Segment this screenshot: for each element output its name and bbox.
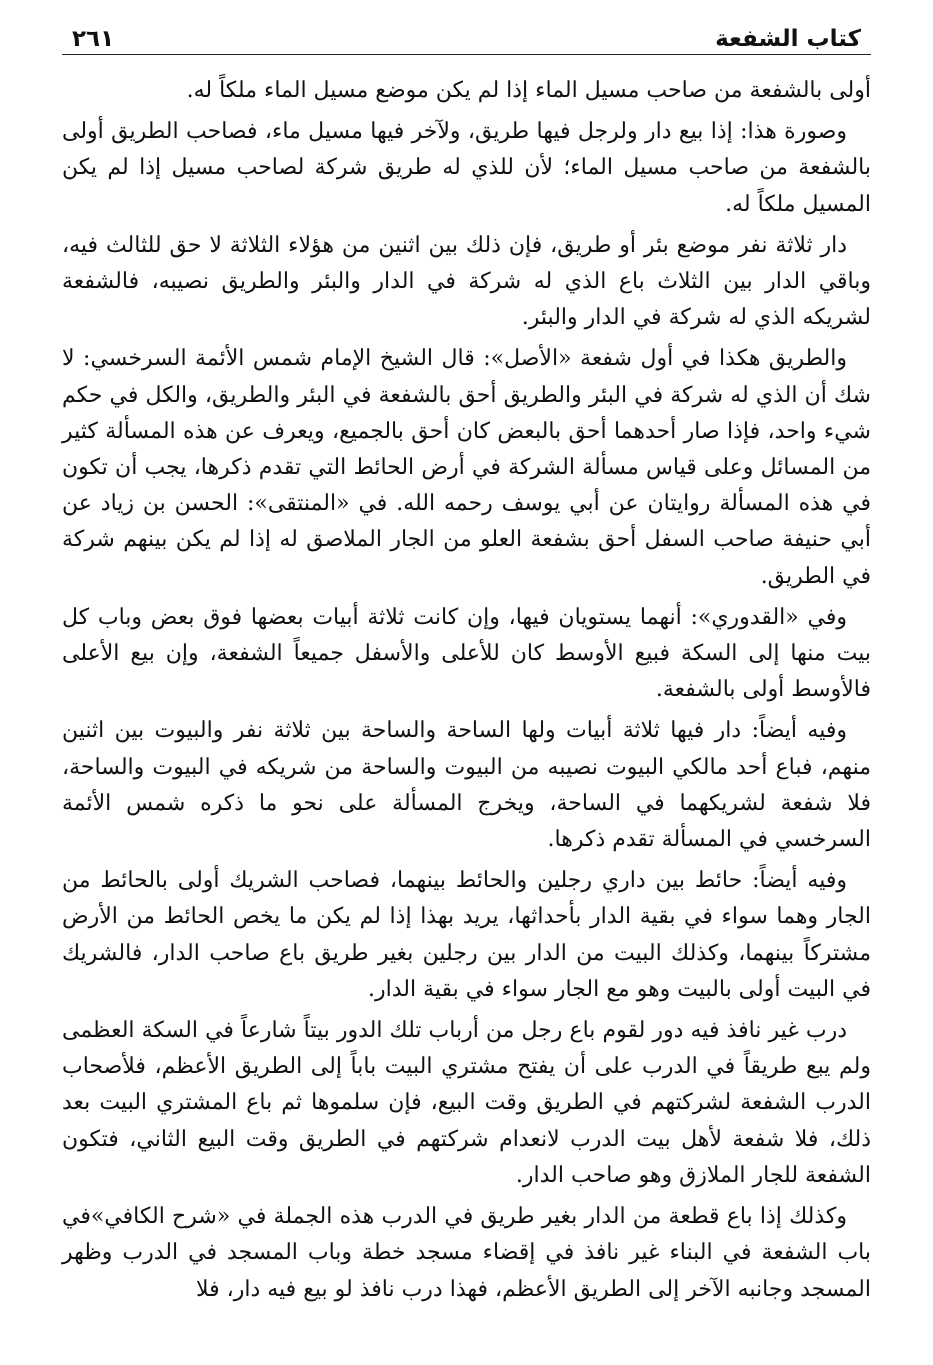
paragraph: أولى بالشفعة من صاحب مسيل الماء إذا لم يكن موضع مسيل الماء ملكاً له. (186, 78, 871, 103)
page-number: ٢٦١ (72, 26, 115, 52)
body-text (62, 73, 871, 1308)
paragraph: وفيه أيضاً: دار فيها ثلاثة أبيات ولها الساحة والساحة بين ثلاثة نفر والبيوت بين اثنين منهم، فباع أحد مالكي البيوت نصيبه من البيوت والساحة من شريكه في البيوت والساحة، فلا شفعة لشريكهما في الساحة، ويخرج المسألة على نحو ما ذكره شمس الأئمة السرخسي في المسألة تقدم ذكرها. (62, 718, 871, 853)
paragraph: وكذلك إذا باع قطعة من الدار بغير طريق في الدرب هذه الجملة في «شرح الكافي»في باب الشفعة في البناء غير نافذ في إقضاء مسجد خطة وباب المسجد في الدرب وظهر المسجد وجانبه الآخر إلى الطريق الأعظم، فهذا درب نافذ لو بيع فيه دار، فلا (62, 1204, 871, 1302)
paragraph: درب غير نافذ فيه دور لقوم باع رجل من أرباب تلك الدور بيتاً شارعاً في السكة العظمى ولم يبع طريقاً في الدرب على أن يفتح مشتري البيت باباً إلى الطريق الأعظم، فلأصحاب الدرب الشفعة لشركتهم في الطريق وقت البيع، فإن سلموها ثم باع المشتري البيت بعد ذلك، فلا شفعة لأهل بيت الدرب لانعدام شركتهم في الطريق وقت البيع الثاني، فتكون الشفعة للجار الملازق وهو صاحب الدار. (62, 1018, 872, 1188)
paragraph: وصورة هذا: إذا بيع دار ولرجل فيها طريق، ولآخر فيها مسيل ماء، فصاحب الطريق أولى بالشفعة من صاحب مسيل الماء؛ لأن للذي له طريق شركة لصاحب مسيل إذا لم يكن المسيل ملكاً له. (62, 119, 871, 217)
running-header (62, 8, 871, 55)
paragraph: دار ثلاثة نفر موضع بئر أو طريق، فإن ذلك بين اثنين من هؤلاء الثلاثة لا حق للثالث فيه، وباقي الدار بين الثلاث باع الذي له شركة في الدار والبئر والطريق نصيبه، فالشفعة لشريكه الذي له شركة في الدار والبئر. (62, 232, 871, 331)
book-title: كتاب الشفعة (715, 26, 861, 52)
book-page (62, 8, 871, 1365)
paragraph: وفيه أيضاً: حائط بين داري رجلين والحائط بينهما، فصاحب الشريك أولى بالحائط من الجار وهما سواء في بقية الدار بأحداثها، يريد بهذا إذا لم يكن ما يخص الحائط من الأرض مشتركاً بينهما، وكذلك البيت من الدار بين رجلين بغير طريق باع صاحب الدار، فالشريك في البيت أولى بالبيت وهو مع الجار سواء في بقية الدار. (62, 868, 871, 1002)
paragraph: وفي «القدوري»: أنهما يستويان فيها، وإن كانت ثلاثة أبيات بعضها فوق بعض وباب كل بيت منها إلى السكة فبيع الأوسط كان للأعلى والأسفل جميعاً الشفعة، وإن بيع الأعلى فالأوسط أولى بالشفعة. (62, 604, 871, 703)
paragraph: والطريق هكذا في أول شفعة «الأصل»: قال الشيخ الإمام شمس الأئمة السرخسي: لا شك أن الذي له شركة في البئر والطريق أحق بالشفعة في البئر والطريق، والكل في حكم شيء واحد، فإذا صار أحدهما أحق بالبعض كان أحق بالجميع، ويعرف عن هذه المسألة كثير من المسائل وعلى قياس مسألة الشركة في أرض الحائط التي تقدم ذكرها، يجب أن تكون في هذه المسألة روايتان عن أبي يوسف رحمه الله. في «المنتقى»: الحسن بن زياد عن أبي حنيفة صاحب السفل أحق بشفعة العلو من الجار الملاصق له إذا لم يكن بينهم شركة في الطريق. (62, 346, 871, 589)
